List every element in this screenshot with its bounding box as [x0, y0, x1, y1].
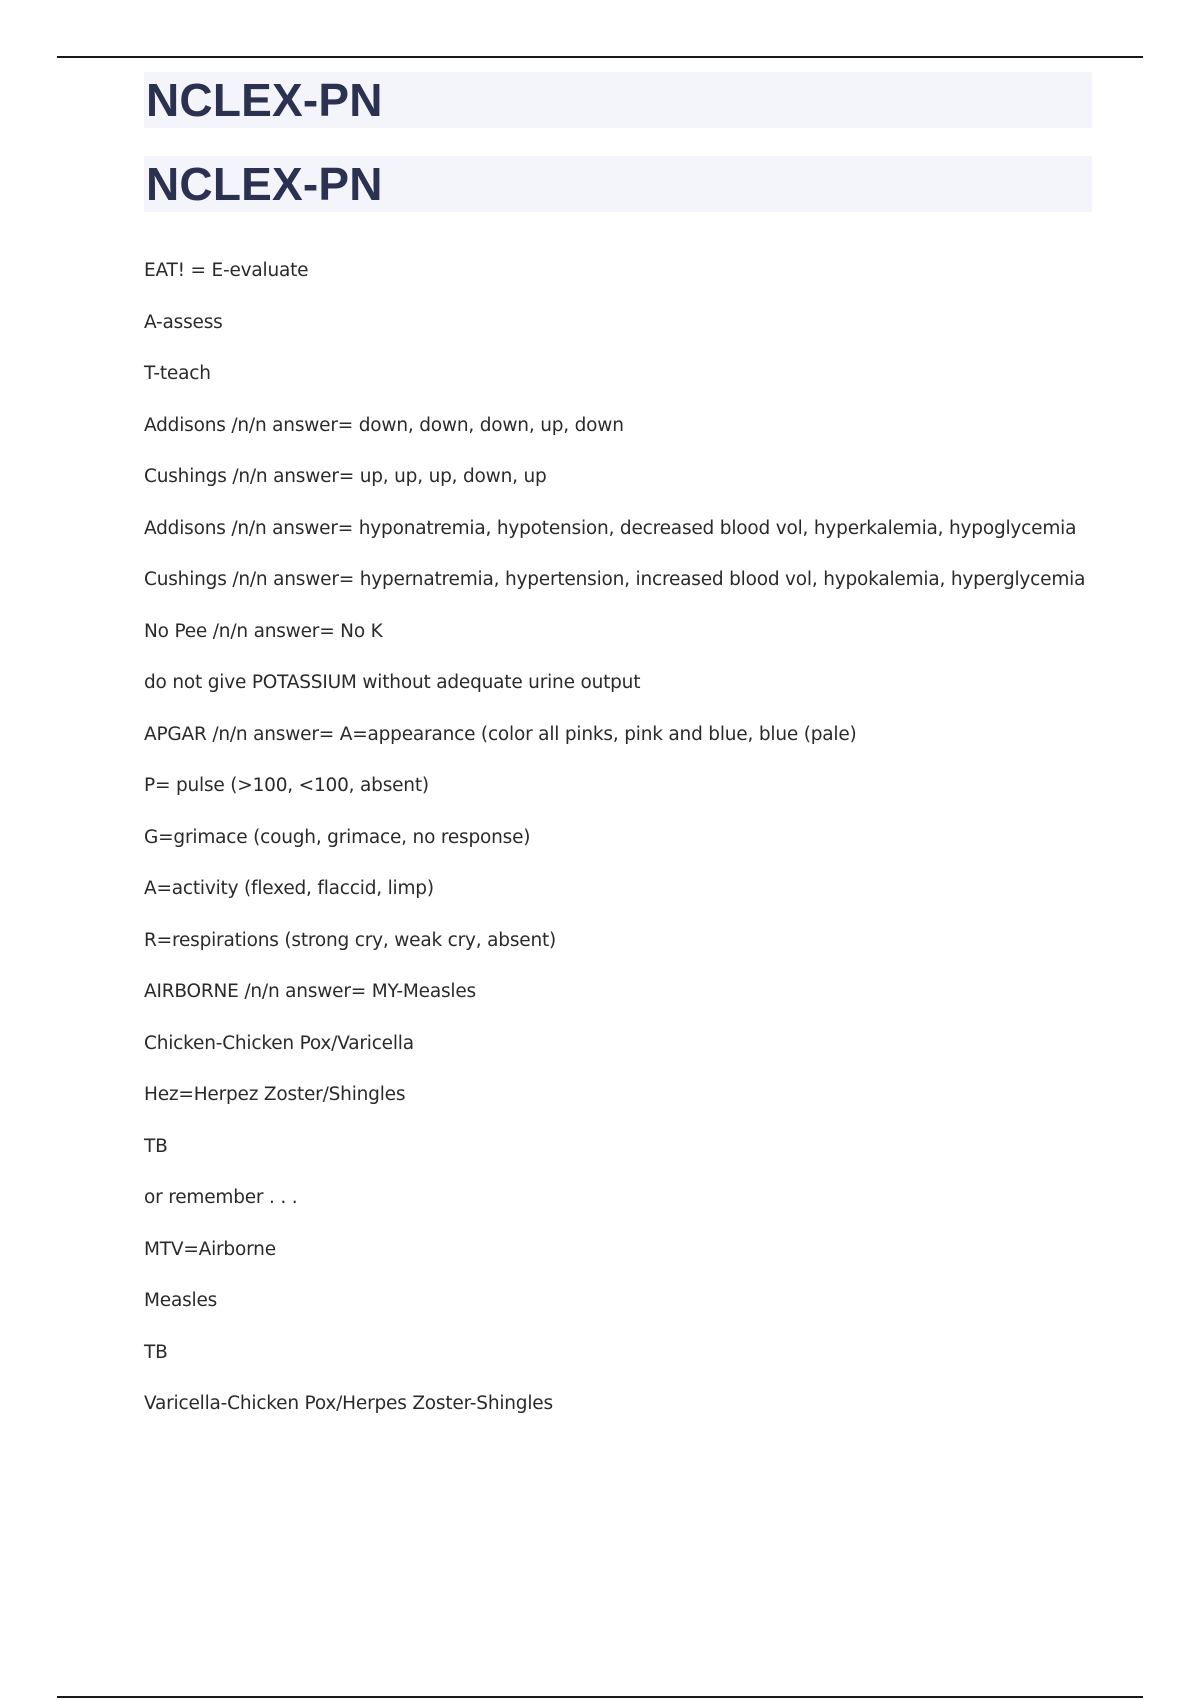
note-line: TB [144, 1135, 168, 1157]
note-line: Addisons /n/n answer= down, down, down, up, down [144, 414, 624, 436]
note-line: Chicken-Chicken Pox/Varicella [144, 1032, 414, 1054]
note-line: TB [144, 1341, 168, 1363]
note-line: R=respirations (strong cry, weak cry, absent) [144, 929, 557, 951]
document-body [144, 72, 1092, 1445]
document-title: NCLEX-PN [144, 72, 1092, 128]
notes-list [144, 260, 1092, 1445]
note-line: A-assess [144, 311, 223, 333]
footer-rule [57, 1696, 1143, 1698]
note-line: AIRBORNE /n/n answer= MY-Measles [144, 981, 476, 1002]
note-line: P= pulse (>100, <100, absent) [144, 775, 429, 796]
note-line: Measles [144, 1290, 218, 1311]
note-line: do not give POTASSIUM without adequate urine output [144, 672, 641, 693]
note-line: Addisons /n/n answer= hyponatremia, hypotension, decreased blood vol, hyperkalemia, hypoglycemia [144, 517, 1077, 539]
note-line: Cushings /n/n answer= hypernatremia, hypertension, increased blood vol, hypokalemia, hyperglycemia [144, 569, 1086, 590]
note-line: EAT! = E-evaluate [144, 260, 309, 281]
note-line: Varicella-Chicken Pox/Herpes Zoster-Shingles [144, 1393, 553, 1414]
note-line: APGAR /n/n answer= A=appearance (color all pinks, pink and blue, blue (pale) [144, 723, 857, 745]
note-line: G=grimace (cough, grimace, no response) [144, 826, 531, 848]
note-line: T-teach [144, 363, 211, 384]
note-line: Hez=Herpez Zoster/Shingles [144, 1084, 406, 1105]
document-subtitle: NCLEX-PN [144, 156, 1092, 212]
note-line: Cushings /n/n answer= up, up, up, down, up [144, 466, 547, 487]
header-rule [57, 56, 1143, 58]
note-line: MTV=Airborne [144, 1238, 276, 1260]
note-line: or remember . . . [144, 1187, 298, 1208]
note-line: A=activity (flexed, flaccid, limp) [144, 878, 434, 899]
note-line: No Pee /n/n answer= No K [144, 620, 383, 642]
